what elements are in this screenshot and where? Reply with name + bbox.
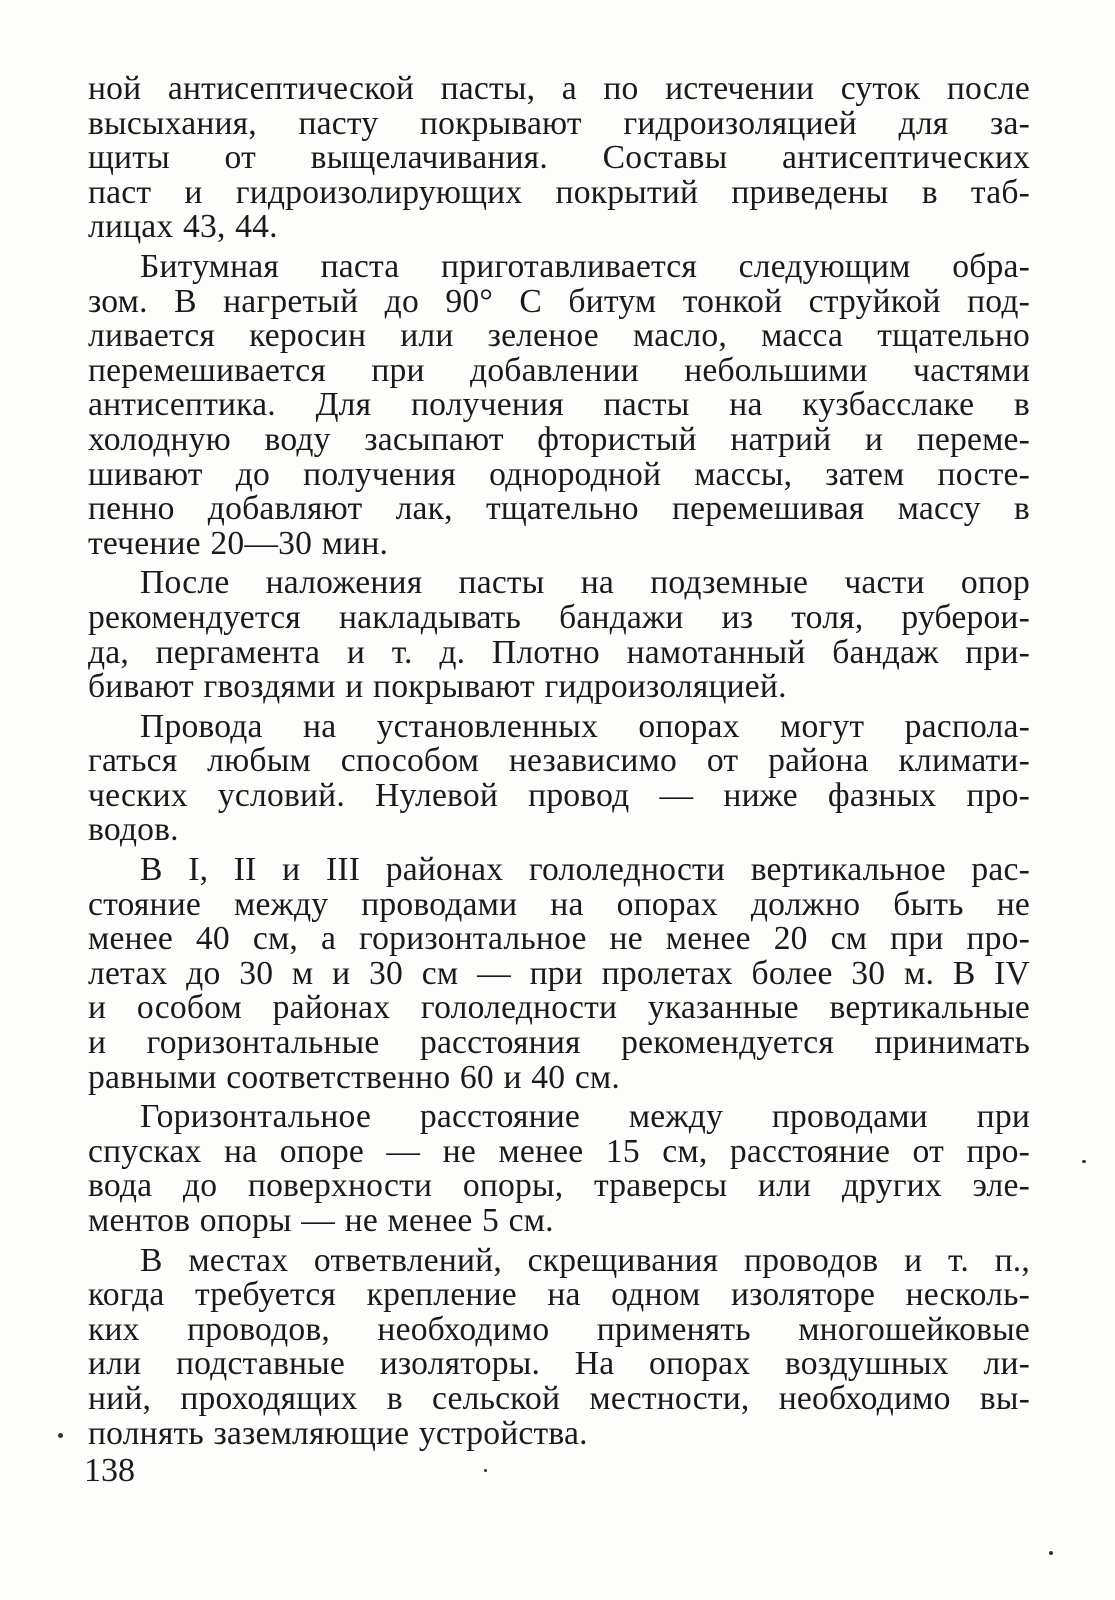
text-line: менее 40 см, а горизонтальное не менее 20 см при про-: [88, 922, 1030, 957]
text-line: стояние между проводами на опорах должно быть не: [88, 887, 1030, 923]
text-line: высыхания, пасту покрывают гидроизоляцией для за-: [88, 106, 1030, 142]
text-line: паст и гидроизолирующих покрытий приведены в таб-: [88, 175, 1030, 211]
text-line: После наложения пасты на подземные части опор: [140, 566, 1030, 601]
text-line: ментов опоры — не менее 5 см.: [88, 1204, 554, 1239]
text-line: вода до поверхности опоры, траверсы или других эле-: [88, 1169, 1030, 1204]
text-line: летах до 30 м и 30 см — при пролетах более 30 м. В IV: [88, 956, 1030, 992]
text-line: лицах 43, 44.: [88, 210, 278, 245]
text-line: В I, II и III районах гололедности вертикальное рас-: [140, 853, 1030, 888]
text-line: антисептика. Для получения пасты на кузбасслаке в: [88, 388, 1030, 423]
text-line: ной антисептической пасты, а по истечении суток после: [88, 72, 1030, 107]
text-line: гаться любым способом независимо от района климати-: [88, 744, 1030, 779]
text-line: и особом районах гололедности указанные вертикальные: [88, 991, 1030, 1027]
text-line: Горизонтальное расстояние между проводами при: [140, 1100, 1030, 1135]
text-line: водов.: [88, 813, 179, 849]
text-line: ливается керосин или зеленое масло, масса тщательно: [88, 319, 1030, 354]
text-line: ческих условий. Нулевой провод — ниже фазных про-: [88, 778, 1030, 814]
text-line: пенно добавляют лак, тщательно перемешивая массу в: [88, 492, 1030, 527]
scan-speck: [1049, 1551, 1053, 1555]
paragraph: [88, 710, 1030, 848]
text-line: ний, проходящих в сельской местности, необходимо вы-: [88, 1381, 1030, 1417]
paragraph: [88, 1100, 1030, 1238]
scan-speck: [58, 1433, 63, 1438]
text-line: ких проводов, необходимо применять многошейковые: [88, 1312, 1030, 1348]
text-line: шивают до получения однородной массы, затем посте-: [88, 457, 1030, 493]
text-line: Битумная паста приготавливается следующим обра-: [140, 249, 1030, 285]
text-line: и горизонтальные расстояния рекомендуется принимать: [88, 1026, 1030, 1061]
paragraph: [88, 72, 1030, 245]
scan-speck: [484, 1469, 487, 1472]
text-line: спусках на опоре — не менее 15 см, расстояние от про-: [88, 1134, 1030, 1170]
text-line: бивают гвоздями и покрывают гидроизоляцией.: [88, 670, 787, 705]
text-line: щиты от выщелачивания. Составы антисептических: [88, 141, 1030, 176]
scan-speck: [1082, 1160, 1086, 1163]
text-line: В местах ответвлений, скрещивания проводов и т. п.,: [140, 1243, 1030, 1279]
paragraph: [88, 1244, 1030, 1452]
body-text: [88, 72, 1030, 1456]
text-line: рекомендуется накладывать бандажи из толя, руберои-: [88, 600, 1030, 636]
paragraph: [88, 853, 1030, 1095]
text-line: холодную воду засыпают фтористый натрий и переме-: [88, 422, 1030, 458]
text-line: зом. В нагретый до 90° С битум тонкой струйкой под-: [88, 284, 1030, 320]
text-line: или подставные изоляторы. На опорах воздушных ли-: [88, 1347, 1030, 1382]
text-line: течение 20—30 мин.: [88, 526, 389, 562]
page-number: 138: [84, 1452, 135, 1489]
text-line: Провода на установленных опорах могут распола-: [140, 709, 1030, 745]
text-line: равными соответственно 60 и 40 см.: [88, 1060, 620, 1096]
paragraph: [88, 250, 1030, 561]
text-line: полнять заземляющие устройства.: [88, 1416, 588, 1452]
text-line: когда требуется крепление на одном изоляторе несколь-: [88, 1278, 1030, 1313]
text-line: да, пергамента и т. д. Плотно намотанный бандаж при-: [88, 635, 1030, 671]
paragraph: [88, 566, 1030, 704]
text-line: перемешивается при добавлении небольшими частями: [88, 353, 1030, 389]
